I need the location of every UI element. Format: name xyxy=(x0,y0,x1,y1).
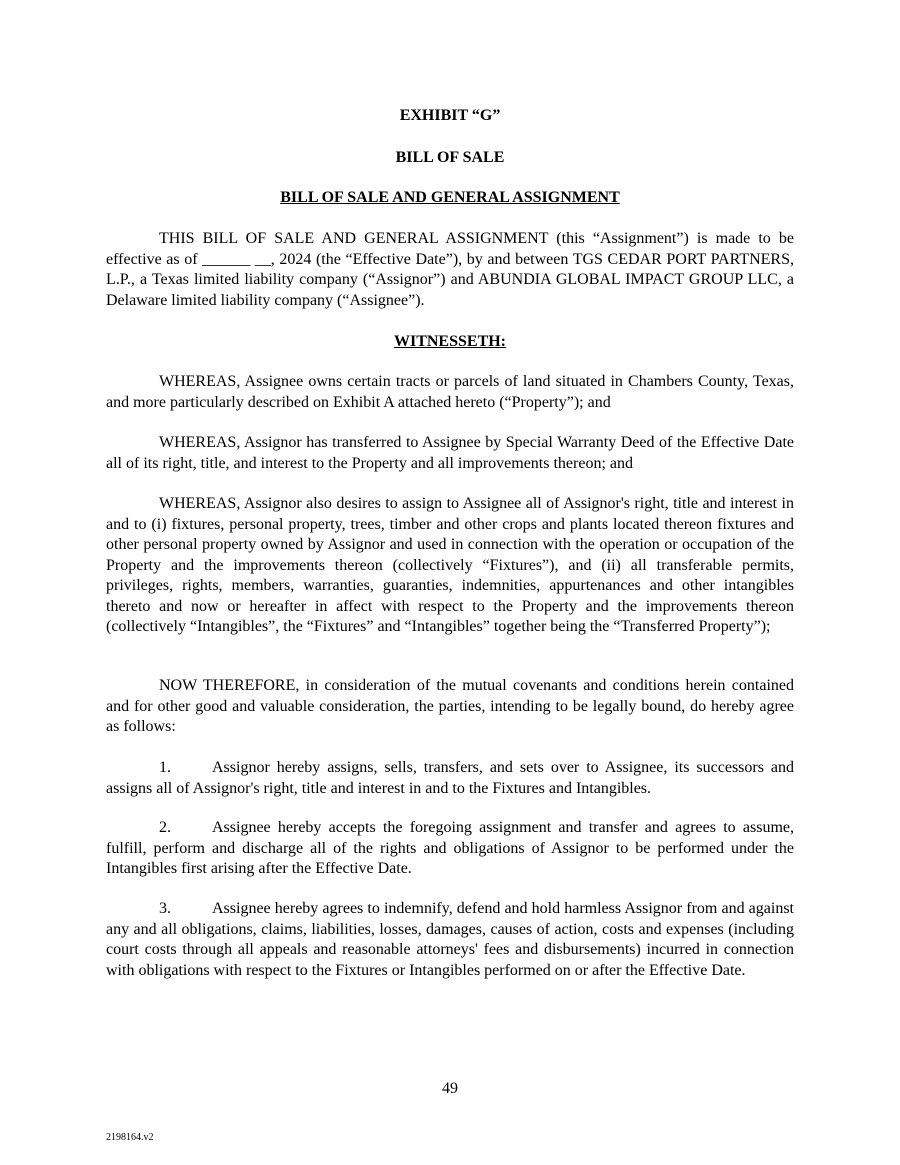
now-therefore-paragraph: NOW THEREFORE, in consideration of the mutual covenants and conditions herein contained and for other good and valuable consideration, the parties, intending to be legally bound, do hereby agree as follows: xyxy=(106,677,794,735)
document-subtitle: BILL OF SALE AND GENERAL ASSIGNMENT xyxy=(280,189,620,206)
document-id: 2198164.v2 xyxy=(106,1132,154,1143)
paragraph-text: Assignee hereby agrees to indemnify, defend and hold harmless Assignor from and against any and all obligations, claims, liabilities, losses, damages, causes of action, costs and expenses (including court costs through all appeals and reasonable attorneys' fees and disbursements) incurred in connection with obligations with respect to the Fixtures or Intangibles performed on or after the Effective Date. xyxy=(106,900,794,979)
numbered-paragraph-3 xyxy=(106,899,794,981)
whereas-paragraph-2: WHEREAS, Assignor has transferred to Assignee by Special Warranty Deed of the Effective Date all of its right, title, and interest to the Property and all improvements thereon; and xyxy=(106,434,794,472)
paragraph-text: Assignee hereby accepts the foregoing assignment and transfer and agrees to assume, fulfill, perform and discharge all of the rights and obligations of Assignor to be performed under the Intangibles first arising after the Effective Date. xyxy=(106,819,794,877)
paragraph-number: 2. xyxy=(159,819,171,836)
numbered-paragraph-1 xyxy=(106,758,794,799)
paragraph-number: 1. xyxy=(159,759,171,776)
whereas-paragraph-3: WHEREAS, Assignor also desires to assign to Assignee all of Assignor's right, title and interest in and to (i) fixtures, personal property, trees, timber and other crops and plants located thereon fixtures and other personal property owned by Assignor and used in connection with the operation or occupation of the Property and the improvements thereon (collectively “Fixtures”), and (ii) all transferable permits, privileges, rights, members, warranties, guaranties, indemnities, appurtenances and other intangibles thereto and now or hereafter in affect with respect to the Property and the improvements thereon (collectively “Intangibles”, the “Fixtures” and “Intangibles” together being the “Transferred Property”); xyxy=(106,495,794,635)
whereas-paragraph-1: WHEREAS, Assignee owns certain tracts or parcels of land situated in Chambers County, Texas, and more particularly described on Exhibit A attached hereto (“Property”); and xyxy=(106,373,794,411)
paragraph-number: 3. xyxy=(159,900,171,917)
document-title: BILL OF SALE xyxy=(395,149,505,166)
paragraph-text: Assignor hereby assigns, sells, transfers, and sets over to Assignee, its successors and assigns all of Assignor's right, title and interest in and to the Fixtures and Intangibles. xyxy=(106,759,794,797)
page-number: 49 xyxy=(442,1080,458,1097)
witnesseth-heading: WITNESSETH: xyxy=(393,333,507,350)
exhibit-title: EXHIBIT “G” xyxy=(399,107,501,124)
numbered-paragraph-2 xyxy=(106,818,794,880)
intro-paragraph: THIS BILL OF SALE AND GENERAL ASSIGNMENT (this “Assignment”) is made to be effective as of ______ __, 2024 (the “Effective Date”), by and between TGS CEDAR PORT PARTNERS, L.P., a Texas limited liability company (“Assignor”) and ABUNDIA GLOBAL IMPACT GROUP LLC, a Delaware limited liability company (“Assignee”). xyxy=(106,230,794,309)
